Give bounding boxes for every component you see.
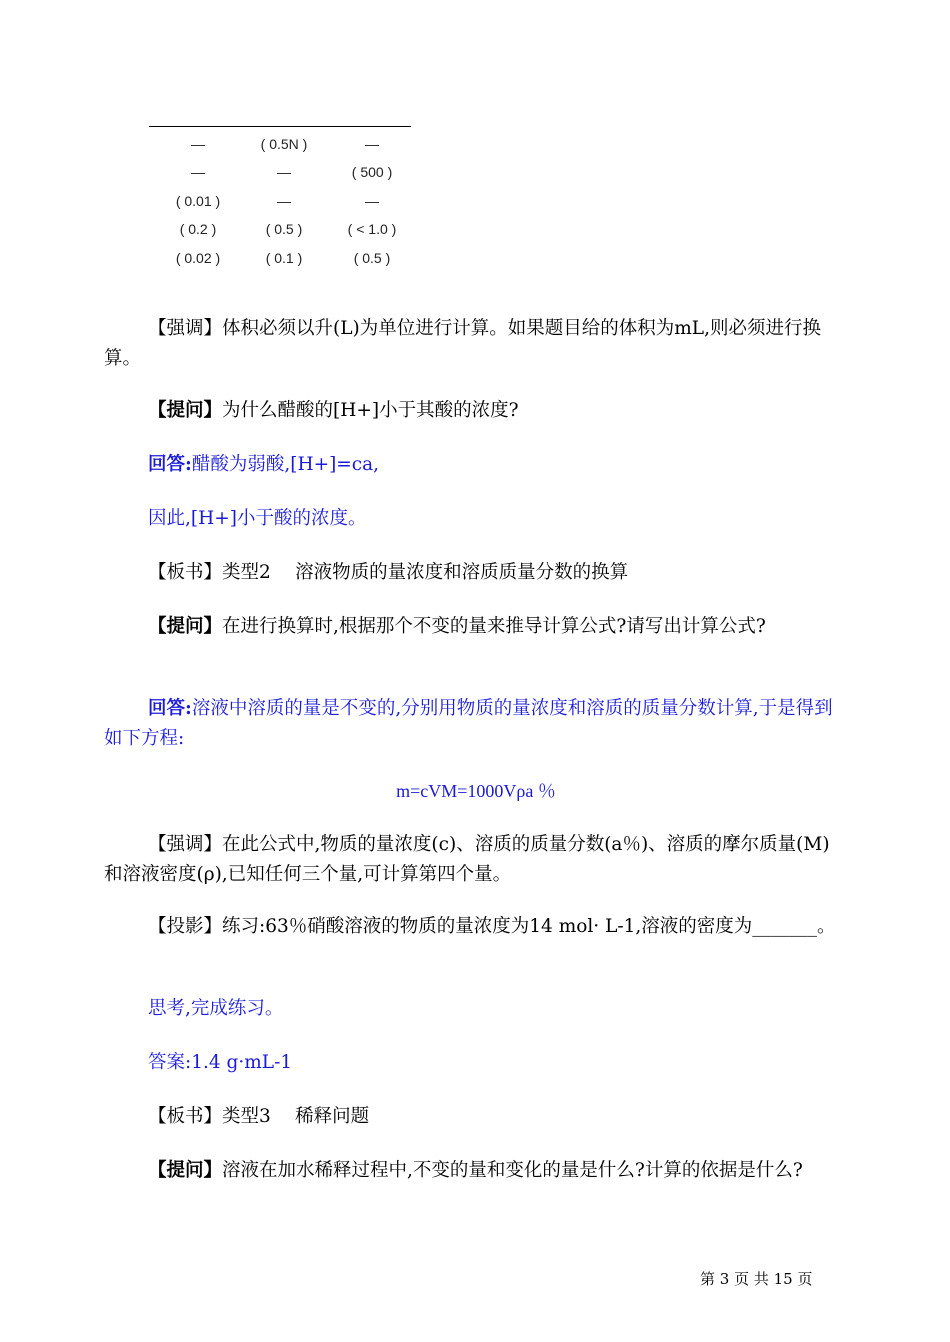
table-cell: ( 0.2 ) bbox=[179, 221, 217, 237]
paragraph-text: 体积必须以升(L)为单位进行计算。如果题目给的体积为mL,则必须进行换算。 bbox=[104, 318, 821, 369]
paragraph-text: 类型3 稀释问题 bbox=[222, 1106, 370, 1127]
formula-text: m=cVM=1000Vρa ％ bbox=[396, 781, 556, 801]
question-paragraph bbox=[104, 396, 848, 426]
tag-label: 【提问】 bbox=[148, 400, 223, 421]
board-paragraph bbox=[104, 1102, 848, 1132]
answer-label: 回答: bbox=[148, 698, 192, 719]
page-footer: 第 3 页 共 15 页 bbox=[700, 1270, 813, 1288]
table-cell: ( 0.01 ) bbox=[175, 193, 221, 209]
emphasis-paragraph bbox=[104, 314, 848, 374]
paragraph-text: 为什么醋酸的[H+]小于其酸的浓度? bbox=[222, 400, 519, 421]
table-cell: ( 0.5 ) bbox=[353, 250, 391, 266]
table-cell: ( 0.1 ) bbox=[265, 250, 303, 266]
table-cell: ( 0.02 ) bbox=[175, 250, 221, 266]
table-cell: — bbox=[191, 164, 205, 180]
table-cell: ( 500 ) bbox=[351, 164, 393, 180]
question-paragraph bbox=[104, 1156, 848, 1186]
formula bbox=[104, 776, 848, 806]
paragraph-text: 答案:1.4 g·mL-1 bbox=[148, 1052, 293, 1073]
tag-label: 【板书】 bbox=[148, 562, 223, 583]
table-cell: ( 0.5 ) bbox=[265, 221, 303, 237]
board-paragraph bbox=[104, 558, 848, 588]
table-cell: — bbox=[191, 136, 205, 152]
tag-label: 【板书】 bbox=[148, 1106, 223, 1127]
table-cell: — bbox=[277, 193, 291, 209]
answer-paragraph bbox=[104, 1048, 848, 1078]
paragraph-text: 醋酸为弱酸,[H+]=ca, bbox=[191, 454, 380, 475]
tag-label: 【提问】 bbox=[148, 616, 223, 637]
paragraph-text: 因此,[H+]小于酸的浓度。 bbox=[148, 508, 367, 529]
table-cell: — bbox=[365, 193, 379, 209]
student-paragraph bbox=[104, 994, 848, 1024]
table-cell: ( < 1.0 ) bbox=[347, 221, 397, 237]
paragraph-text: 溶液中溶质的量是不变的,分别用物质的量浓度和溶质的质量分数计算,于是得到如下方程: bbox=[104, 698, 833, 749]
tag-label: 【投影】 bbox=[148, 916, 223, 937]
paragraph-text: 在此公式中,物质的量浓度(c)、溶质的质量分数(a％)、溶质的摩尔质量(M)和溶液密度(ρ),已知任何三个量,可计算第四个量。 bbox=[104, 834, 830, 885]
paragraph-text: 溶液在加水稀释过程中,不变的量和变化的量是什么?计算的依据是什么? bbox=[222, 1160, 803, 1181]
tag-label: 【强调】 bbox=[148, 318, 223, 339]
projection-paragraph bbox=[104, 912, 848, 942]
table-top-rule bbox=[149, 126, 411, 127]
paragraph-text: 类型2 溶液物质的量浓度和溶质质量分数的换算 bbox=[222, 562, 629, 583]
answer-label: 回答: bbox=[148, 454, 192, 475]
tag-label: 【提问】 bbox=[148, 1160, 223, 1181]
tag-label: 【强调】 bbox=[148, 834, 223, 855]
paragraph-text: 在进行换算时,根据那个不变的量来推导计算公式?请写出计算公式? bbox=[222, 616, 766, 637]
table-cell: ( 0.5N ) bbox=[260, 136, 308, 152]
table-cell: — bbox=[277, 164, 291, 180]
table-cell: — bbox=[365, 136, 379, 152]
paragraph-text: 练习:63％硝酸溶液的物质的量浓度为14 mol· L-1,溶液的密度为_______。 bbox=[222, 916, 836, 937]
question-paragraph bbox=[104, 612, 848, 642]
emphasis-paragraph bbox=[104, 830, 848, 890]
answer-paragraph bbox=[104, 694, 848, 754]
answer-paragraph bbox=[104, 450, 848, 480]
paragraph-text: 思考,完成练习。 bbox=[148, 998, 284, 1019]
answer-paragraph bbox=[104, 504, 848, 534]
